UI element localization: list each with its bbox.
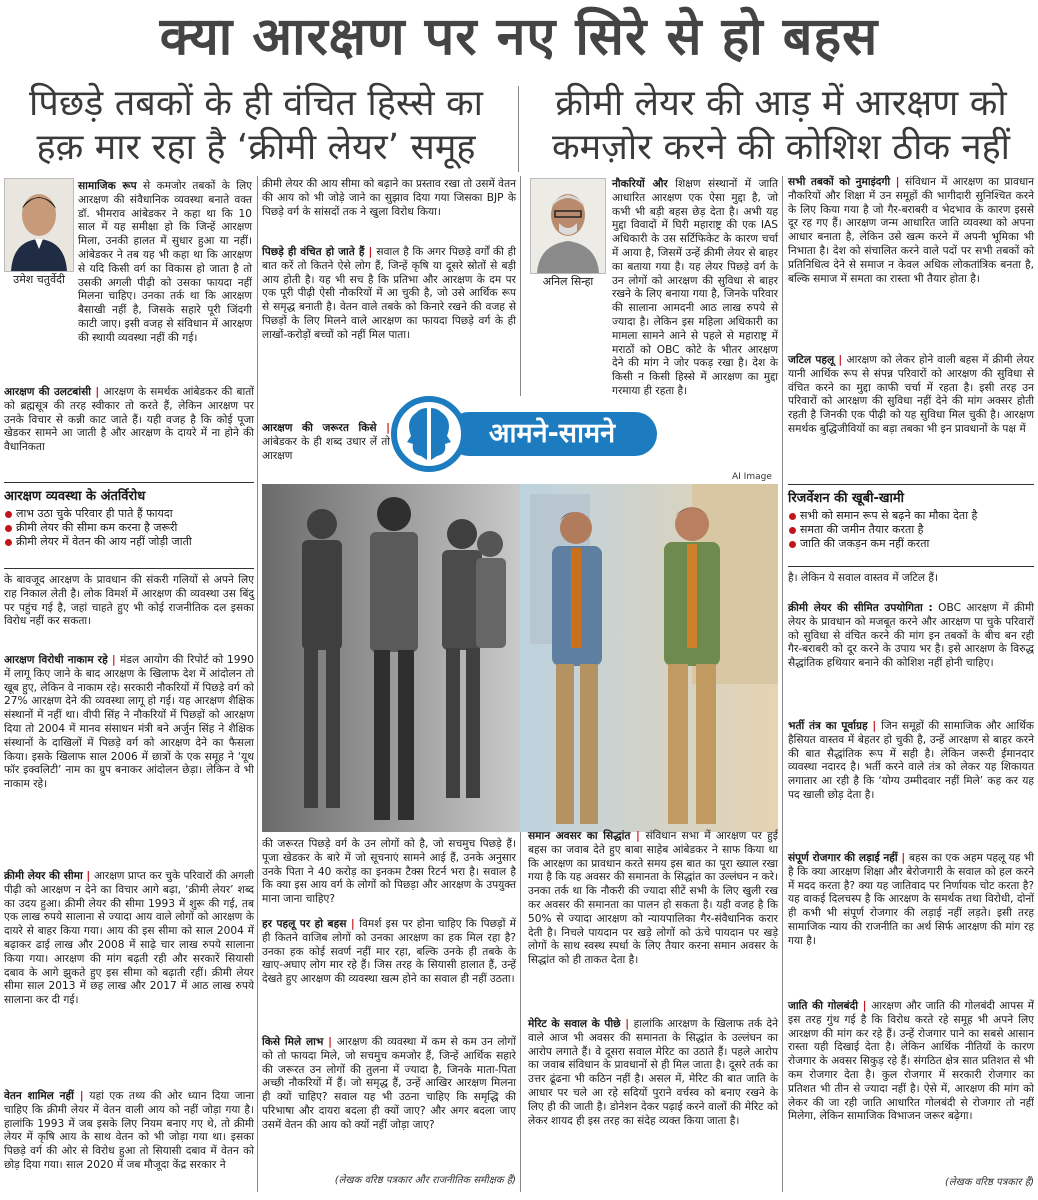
para-text: बहस का एक अहम पहलू यह भी है कि क्या आरक्षण शिक्षा और बेरोजगारी के सवाल को हल करने में मदद करता है? क्या यह जातिवाद पर निर्णायक चोट करता है? यह वाकई दिलचस्प है कि आरक्षण के समर्थक तथा विरोधी, दोनों ही कभी भी संपूर्ण रोजगार की लड़ाई नहीं लड़ते। इसी तरह सामाजिक न्याय की राजनीति का अर्थ सिर्फ आरक्षण की मांग रह गया है। bbox=[788, 852, 1034, 947]
badge-label: आमने-सामने bbox=[447, 412, 657, 456]
para-lead: पिछड़े ही वंचित हो जाते हैं bbox=[262, 246, 365, 258]
para-lead: किसे मिले लाभ bbox=[262, 1036, 324, 1048]
left-col1-para2: आरक्षण की उलटबांसी | आरक्षण के समर्थक आंबेडकर की बातों को ब्रह्मसूत्र की तरह स्वीकार तो करते हैं, लेकिन आरक्षण पर उनके विचार से कन्नी काट जाते हैं। यही वजह है कि कोई पूजा खेडकर सामने आ जाती है और आरक्षण के दायरे में ना होने की वैधानिकता bbox=[4, 386, 254, 454]
para-text: आरक्षण के समर्थक आंबेडकर की बातों को ब्रह्मसूत्र की तरह स्वीकार तो करते हैं, लेकिन आरक्षण पर उनके विचार से कन्नी काट जाते हैं। यही वजह है कि कोई पूजा खेडकर सामने आ जाती है और आरक्षण के दायरे में ना होने की वैधानिकता bbox=[4, 386, 254, 454]
right-col2-para3: है। लेकिन ये सवाल वास्तव में जटिल हैं। bbox=[788, 572, 939, 584]
right-author-byline: (लेखक वरिष्ठ पत्रकार हैं) bbox=[945, 1177, 1034, 1188]
right-col2-para4 bbox=[788, 602, 1034, 704]
box-item: जाति की जकड़न कम नहीं करता bbox=[788, 537, 1034, 551]
para-lead: संपूर्ण रोजगार की लड़ाई नहीं bbox=[788, 852, 898, 864]
left-author-byline: (लेखक वरिष्ठ पत्रकार और राजनीतिक समीक्षक हैं) bbox=[334, 1175, 516, 1186]
author-name-left: उमेश चतुर्वेदी bbox=[13, 273, 65, 286]
right-col2-para7: जाति की गोलबंदी | आरक्षण और जाति की गोलबंदी आपस में इस तरह गुंथ गई है कि विरोध करते रहे समूह भी अपने लिए आरक्षण की मांग कर रहे हैं। उन्हें रोजगार पाने का सबसे आसान रास्ता यही दिखाई देता है। लेकिन आर्थिक नीतियों के कारण रोजगार के अवसर सिकुड़ रहे हैं। संगठित क्षेत्र सात प्रतिशत से भी कम रोजगार देता है। कुल रोजगार में सरकारी रोजगार का प्रतिशत भी तीन से ज्यादा नहीं है। ऐसे में, आरक्षण की मांग को लेकर की जा रही जाति आधारित गोलबंदी से रोजगार तो नहीं मिलेगा, लेकिन सामाजिक विभाजन जरूर बढ़ेगा। bbox=[788, 1000, 1034, 1123]
para-text: OBC आरक्षण में क्रीमी लेयर के प्रावधान को मजबूत करने और आरक्षण पा चुके परिवारों को सुविधा से वंचित करने की मांग इन तबकों के बीच बन रही गैर-बराबरी को दूर करने के उपाय भर है। इसे आरक्षण के विरुद्ध सैद्धांतिक हथियार बनाने की कोशिश नहीं होनी चाहिए। bbox=[788, 602, 1034, 670]
para-lead: सामाजिक रूप bbox=[78, 180, 137, 192]
right-summary-box bbox=[788, 488, 1034, 564]
two-groups-illustration bbox=[262, 484, 778, 832]
para-text: संविधान में आरक्षण का प्रावधान नौकरियों और शिक्षा में उन समूहों की भागीदारी सुनिश्चित करने के लिए किया गया है जो गैर-बराबरी व भेदभाव के कारण इससे दूर रह गए हैं। आरक्षण जन्म आधारित जाति व्यवस्था को अपना आधार बनाता है, लेकिन उसे खत्म करने में अपनी भूमिका भी निभाता है। देश को संचालित करने वाले पदों पर सभी तबकों को प्रतिनिधित्व देने से समाज न केवल अधिक लोकतांत्रिक बनता है, बल्कि समाज में समता का रास्ता भी तैयार होता है। bbox=[788, 176, 1034, 285]
left-subheadline-line1: पिछड़े तबकों के ही वंचित हिस्से का bbox=[29, 83, 483, 124]
face-profile-icon bbox=[391, 396, 467, 472]
left-col2-para3: आरक्षण की जरूरत किसे | आंबेडकर के ही शब्द उधार लें तो आरक्षण bbox=[262, 422, 390, 462]
para-lead: आरक्षण विरोधी नाकाम रहे bbox=[4, 654, 108, 666]
box-bottom-rule bbox=[788, 566, 1034, 567]
left-col2-para5: हर पहलू पर हो बहस | विमर्श इस पर होना चाहिए कि पिछड़ों में ही कितने वाजिब लोगों को उनका आरक्षण का हक मिल रहा है? उनका हक कोई सवर्ण नहीं मार रहा, बल्कि उनके ही तबके के खाए-अघाए लोग मार रहे हैं। जिस तरह के सियासी हालात हैं, उन्हें देखते हुए आरक्षण की व्यवस्था खत्म होने का सवाल ही नहीं उठता। bbox=[262, 918, 516, 986]
para-text: आरक्षण को लेकर होने वाली बहस में क्रीमी लेयर यानी आर्थिक रूप से संपन्न परिवारों को आरक्षण की सुविधा से वंचित करने का मुद्दा काफी चर्चा में रहता है। इसी तरह उन परिवारों को आरक्षण की सुविधा नहीं देने की मांग अक्सर होती रहती है जिनकी एक पीढ़ी को यह सुविधा मिल चुकी है। आरक्षण समर्थक बुद्धिजीवियों का बड़ा तबका भी इन प्रावधानों के पक्ष में bbox=[788, 354, 1035, 435]
para-text: आंबेडकर के ही शब्द उधार लें तो आरक्षण bbox=[262, 435, 390, 462]
box-item: लाभ उठा चुके परिवार ही पाते हैं फायदा bbox=[4, 507, 254, 521]
para-text: शिक्षण संस्थानों में जाति आधारित आरक्षण एक ऐसा मुद्दा है, जो कभी भी बड़ी बहस छेड़ देता है। अभी यह मुद्दा विवादों में घिरी महाराष्ट्र की एक IAS अधिकारी के उस सर्टिफिकेट के कारण चर्चा में आया है, जिसमें उन्हें क्रीमी लेयर से बाहर का बताया गया है। यह लेयर पिछड़े वर्ग के उन लोगों को आरक्षण की सुविधा से बाहर रखने के लिए बनाया गया है, जिनके परिवार की सालाना आमदनी आठ लाख रुपये से ज्यादा है। लेकिन इस महिला अधिकारी का मामला सामने आने से पहले से महाराष्ट्र में मराठों को OBC कोटे के भीतर आरक्षण देने की मांग ने जोर पकड़ रखा है। देश के किसी न किसी हिस्से में आरक्षण का मुद्दा गरमाया ही रहता है। bbox=[612, 178, 778, 397]
left-col1-intro bbox=[78, 180, 252, 344]
box-bottom-rule bbox=[4, 568, 254, 569]
left-subheadline bbox=[0, 82, 512, 170]
para-text: आरक्षण प्राप्त कर चुके परिवारों की अगली पीढ़ी को आरक्षण न देने का विचार आगे बढ़ा, ‘क्रीमी लेयर’ शब्द का उदय हुआ। क्रीमी लेयर की सीमा 1993 में शुरू की गई, तब एक लाख रुपये सालाना से ज्यादा आय वाले लोगों को आरक्षण के दायरे से बाहर किया गया। आय की इस सीमा को साल 2004 में बढ़ाकर ढाई लाख और 2008 में साढ़े चार लाख रुपये सालाना किया गया। आरक्षण की मांग बढ़ती रही और सरकारें सियासी दबाव के आगे झुकते हुए इस सीमा को बढ़ाती रहीं। क्रीमी लेयर सीमा साल 2013 में छह लाख और 2017 में आठ लाख रुपये सालाना कर दी गई। bbox=[4, 870, 254, 1007]
left-col1-para3: के बावजूद आरक्षण के प्रावधान की संकरी गलियों से अपने लिए राह निकाल लेती है। लोक विमर्श में आरक्षण की व्यवस्था उस बिंदु पर पहुंच गई है, जहां चाहते हुए भी कोई राजनीतिक दल इसका विरोध नहीं कर सकता। bbox=[4, 574, 254, 628]
para-text: आरक्षण की व्यवस्था में कम से कम उन लोगों को तो फायदा मिले, जो सचमुच कमजोर हैं, जिन्हें आर्थिक सहारे की जरूरत उन लोगों की तुलना में ज्यादा है, जिनके माता-पिता अच्छी नौकरियों में हैं। जो समृद्ध हैं, उन्हें आखिर आरक्षण मिलना ही क्यों चाहिए? सवाल यह भी उठना चाहिए कि समृद्धि की परिभाषा और दायरा बदला ही क्यों जाए? और अगर बदला जाए उसमें वेतन की आय को क्यों नहीं जोड़ा जाए? bbox=[262, 1036, 516, 1131]
left-col1-para4: आरक्षण विरोधी नाकाम रहे | मंडल आयोग की रिपोर्ट को 1990 में लागू किए जाने के बाद आरक्षण के खिलाफ देश में आंदोलन तो खूब हुए, लेकिन वे नाकाम रहे। सरकारी नौकरियों में पिछड़े वर्ग को 27% आरक्षण देने की व्यवस्था लागू हो गई। यह आरक्षण शैक्षिक संस्थानों में नहीं था। वीपी सिंह ने नौकरियों में पिछड़ों को आरक्षण दिया तो 2004 में मानव संसाधन मंत्री बने अर्जुन सिंह ने शैक्षिक संस्थानों के दाखिलों में पिछड़े वर्ग को आरक्षण देने का फैसला किया। इसके खिलाफ साल 2006 में छात्रों के एक समूह ने ‘यूथ फॉर इक्वलिटी’ नाम का ग्रुप बनाकर आंदोलन छेड़ा। लेकिन वे भी नाकाम रहे। bbox=[4, 654, 254, 791]
right-col2-para2: जटिल पहलू | आरक्षण को लेकर होने वाली बहस में क्रीमी लेयर यानी आर्थिक रूप से संपन्न परिवारों को आरक्षण की सुविधा से वंचित करने का मुद्दा काफी चर्चा में रहता है। इसी तरह उन परिवारों को आरक्षण की सुविधा नहीं देने की मांग अक्सर होती रहती है जिनकी एक पीढ़ी को यह सुविधा मिल चुकी है। आरक्षण समर्थक बुद्धिजीवियों का बड़ा तबका भी इन प्रावधानों के पक्ष में bbox=[788, 354, 1035, 435]
box-title: रिजर्वेशन की खूबी-खामी bbox=[788, 491, 904, 506]
right-col2-para6: संपूर्ण रोजगार की लड़ाई नहीं | बहस का एक अहम पहलू यह भी है कि क्या आरक्षण शिक्षा और बेरोजगारी के सवाल को हल करने में मदद करता है? क्या यह जातिवाद पर निर्णायक चोट करता है? यह वाकई दिलचस्प है कि आरक्षण के समर्थक तथा विरोधी, दोनों ही कभी भी संपूर्ण रोजगार की लड़ाई नहीं लड़ते। इसी तरह सामाजिक न्याय की राजनीति का अर्थ सिर्फ आरक्षण की मांग रह गया है। bbox=[788, 852, 1034, 947]
column-divider-2a bbox=[520, 176, 521, 396]
para-text: मंडल आयोग की रिपोर्ट को 1990 में लागू किए जाने के बाद आरक्षण के खिलाफ देश में आंदोलन तो खूब हुए, लेकिन वे नाकाम रहे। सरकारी नौकरियों में पिछड़े वर्ग को 27% आरक्षण देने की व्यवस्था लागू हो गई। यह आरक्षण शैक्षिक संस्थानों में नहीं था। वीपी सिंह ने नौकरियों में पिछड़ों को आरक्षण दिया तो 2004 में मानव संसाधन मंत्री बने अर्जुन सिंह ने शैक्षिक संस्थानों के दाखिलों में पिछड़े वर्ग को आरक्षण देने का फैसला किया। इसके खिलाफ साल 2006 में छात्रों के एक समूह ने ‘यूथ फॉर इक्वलिटी’ नाम का ग्रुप बनाकर आंदोलन छेड़ा। लेकिन वे भी नाकाम रहे। bbox=[4, 654, 254, 791]
author-photo-right bbox=[530, 178, 606, 274]
left-col2-para2: पिछड़े ही वंचित हो जाते हैं | सवाल है कि अगर पिछड़े वर्गों की ही बात करें तो कितने ऐसे लोग हैं, जिन्हें कृषि या दूसरे स्रोतों से बड़ी आय होती है। यह भी सच है कि प्रतिभा और आरक्षण के दम पर एक पूरी पीढ़ी ऐसी नौकरियों में आ चुकी है, जो उसे आर्थिक रूप से समृद्ध बनाती है। वेतन वाले तबके को किनारे रखने की वजह से पिछड़ों के लिए मिलने वाले आरक्षण का फायदा पिछड़े वर्ग के ही लाखों-करोड़ों बच्चों को नहीं मिल पाता। bbox=[262, 246, 516, 341]
para-lead: जाति की गोलबंदी bbox=[788, 1000, 858, 1012]
left-col2-para4: की जरूरत पिछड़े वर्ग के उन लोगों को है, जो सचमुच पिछड़े हैं। पूजा खेडकर के बारे में जो सूचनाएं सामने आई हैं, उनके अनुसार उनके पिता ने 40 करोड़ का इनकम टैक्स रिटर्न भरा है। सवाल है कि क्या इस आय वर्ग के लोगों को पिछड़ा और आरक्षण के उपयुक्त माना जाना चाहिए? bbox=[262, 838, 516, 906]
right-subheadline bbox=[524, 82, 1038, 170]
left-col1-intro-cont bbox=[4, 276, 254, 372]
para-text: सवाल है कि अगर पिछड़े वर्गों की ही बात करें तो कितने ऐसे लोग हैं, जिन्हें कृषि या दूसरे स्रोतों से बड़ी आय होती है। यह भी सच है कि प्रतिभा और आरक्षण के दम पर एक पूरी पीढ़ी ऐसी नौकरियों में आ चुकी है, जो उसे आर्थिक रूप से समृद्ध बनाती है। वेतन वाले तबके को किनारे रखने की वजह से पिछड़ों के लिए मिलने वाले आरक्षण का फायदा पिछड़े वर्ग के ही लाखों-करोड़ों बच्चों को नहीं मिल पाता। bbox=[262, 246, 516, 341]
para-text: हालांकि आरक्षण के खिलाफ तर्क देने वाले आज भी अवसर की समानता के सिद्धांत के उल्लंघन का आरोप लगाते हैं। वे दूसरा सवाल मेरिट का उठाते हैं। पहले आरोप का जवाब संविधान के प्रावधानों से ही मिल जाता है। दूसरे तर्क का उत्तर ढूंढना भी कठिन नहीं है। असल में, मेरिट की बात जाति के आधार पर चले आ रहे सदियों पुराने वर्चस्व को बनाए रखने के लिए ही की जाती है। डोनेशन देकर पढ़ाई करने वालों की मेरिट को लेकर शायद ही इस तरह का संदेह व्यक्त किया जाता है। bbox=[528, 1018, 778, 1127]
para-lead: सभी तबकों को नुमाइंदगी bbox=[788, 176, 891, 188]
para-lead: नौकरियों और bbox=[612, 178, 668, 190]
left-col1-para5: क्रीमी लेयर की सीमा | आरक्षण प्राप्त कर चुके परिवारों की अगली पीढ़ी को आरक्षण न देने का विचार आगे बढ़ा, ‘क्रीमी लेयर’ शब्द का उदय हुआ। क्रीमी लेयर की सीमा 1993 में शुरू की गई, तब एक लाख रुपये सालाना से ज्यादा आय वाले लोगों को आरक्षण के दायरे से बाहर किया गया। आय की इस सीमा को साल 2004 में बढ़ाकर ढाई लाख और 2008 में साढ़े चार लाख रुपये सालाना किया गया। आरक्षण की मांग बढ़ती रही और सरकारें सियासी दबाव के आगे झुकते हुए इस सीमा को बढ़ाती रहीं। क्रीमी लेयर सीमा साल 2013 में छह लाख और 2017 में आठ लाख रुपये सालाना कर दी गई। bbox=[4, 870, 254, 1007]
subheadline-divider bbox=[518, 86, 519, 172]
right-col1-para2: समान अवसर का सिद्धांत | संविधान सभा में आरक्षण पर हुई बहस का जवाब देते हुए बाबा साहेब आंबेडकर ने साफ किया था कि आरक्षण का प्रावधान करते समय इस बात का पूरा ख्याल रखा गया है कि यह अवसर की समानता के सिद्धांत का उल्लंघन न करे। उनका तर्क था कि नौकरी की ज्यादा सीटें सभी के लिए खुली रख कर अवसर की समानता का पालन हो सकता है। यही वजह है कि 50% से ज्यादा आरक्षण को न्यायपालिका गैर-संवैधानिक करार देती है। निचले पायदान पर खड़े लोगों को ऊंचे पायदान पर खड़े लोगों के साथ स्वस्थ स्पर्धा के लिए तैयार करना समान अवसर के सिद्धांत को ही ताकत देता है। bbox=[528, 830, 778, 967]
left-col2-para1: क्रीमी लेयर की आय सीमा को बढ़ाने का प्रस्ताव रखा तो उसमें वेतन की आय को भी जोड़े जाने का सुझाव दिया गया जिसका BJP के पिछड़े वर्ग के सांसदों तक ने खुला विरोध किया। bbox=[262, 178, 516, 218]
author-name-right: अनिल सिन्हा bbox=[542, 275, 594, 288]
left-summary-box bbox=[4, 486, 254, 566]
para-lead: जटिल पहलू bbox=[788, 354, 835, 366]
para-lead: आरक्षण की उलटबांसी bbox=[4, 386, 91, 398]
para-text: से कमजोर तबकों के लिए आरक्षण की संवैधानिक व्यवस्था बनाते वक्त डॉ. भीमराव आंबेडकर ने कहा था कि 10 साल में यह समीक्षा हो कि जिन्हें आरक्षण मिला, उनकी हालत में सुधार हुआ या नहीं। आंबेडकर ने तब यह भी कहा था कि आरक्षण से यदि किसी वर्ग का विकास हो जाता है तो उसकी अगली पीढ़ी को उसका फायदा नहीं मिलना चाहिए। उनका तर्क था कि आरक्षण बैसाखी नहीं है, जिसके सहारे पूरी जिंदगी काटी जाए। इसी वजह से संविधान में आरक्षण की स्थायी व्यवस्था नहीं की गई। bbox=[78, 180, 252, 344]
person-portrait-icon bbox=[531, 179, 605, 273]
para-lead: समान अवसर का सिद्धांत bbox=[528, 830, 631, 842]
para-text: विमर्श इस पर होना चाहिए कि पिछड़ों में ही कितने वाजिब लोगों को उनका आरक्षण का हक मिल रहा है? उनका हक कोई सवर्ण नहीं मार रहा, बल्कि उनके ही तबके के खाए-अघाए लोग मार रहे हैं। जिस तरह के सियासी हालात हैं, उन्हें देखते हुए आरक्षण की व्यवस्था खत्म होने का सवाल ही नहीं उठता। bbox=[262, 918, 516, 986]
left-subheadline-line2: हक़ मार रहा है ‘क्रीमी लेयर’ समूह bbox=[36, 127, 476, 168]
box-title: आरक्षण व्यवस्था के अंतर्विरोध bbox=[4, 489, 146, 504]
person-portrait-icon bbox=[5, 179, 73, 271]
right-col1-para3: मेरिट के सवाल के पीछे | हालांकि आरक्षण के खिलाफ तर्क देने वाले आज भी अवसर की समानता के सिद्धांत के उल्लंघन का आरोप लगाते हैं। वे दूसरा सवाल मेरिट का उठाते हैं। पहले आरोप का जवाब संविधान के प्रावधानों से ही मिल जाता है। दूसरे तर्क का उत्तर ढूंढना भी कठिन नहीं है। असल में, मेरिट की बात जाति के आधार पर चले आ रहे सदियों पुराने वर्चस्व को बनाए रखने के लिए ही की जाती है। डोनेशन देकर पढ़ाई करने वालों की मेरिट को लेकर शायद ही इस तरह का संदेह व्यक्त किया जाता है। bbox=[528, 1018, 778, 1127]
left-col2-para6: किसे मिले लाभ | आरक्षण की व्यवस्था में कम से कम उन लोगों को तो फायदा मिले, जो सचमुच कमजोर हैं, जिन्हें आर्थिक सहारे की जरूरत उन लोगों की तुलना में ज्यादा है, जिनके माता-पिता अच्छी नौकरियों में हैं। जो समृद्ध हैं, उन्हें आखिर आरक्षण मिलना ही क्यों चाहिए? सवाल यह भी उठना चाहिए कि समृद्धि की परिभाषा और दायरा बदला ही क्यों जाए? और अगर बदला जाए उसमें वेतन की आय को क्यों नहीं जोड़ा जाए? bbox=[262, 1036, 516, 1131]
author-photo-left bbox=[4, 178, 74, 272]
para-lead: क्रीमी लेयर की सीमित उपयोगिता : bbox=[788, 602, 933, 614]
aamne-saamne-badge bbox=[391, 396, 659, 472]
left-col1-para6: वेतन शामिल नहीं | यहां एक तथ्य की ओर ध्यान दिया जाना चाहिए कि क्रीमी लेयर में वेतन वाली आय को नहीं जोड़ा गया है। हालांकि 1993 में जब इसके लिए नियम बनाए गए थे, तो क्रीमी लेयर में कृषि आय के साथ वेतन को भी जोड़ा गया था। इसका पिछड़े वर्ग की ओर से विरोध हुआ तो सियासी दबाव में वेतन को छोड़ दिया गया। साल 2020 में जब मौजूदा केंद्र सरकार ने bbox=[4, 1090, 254, 1171]
column-divider-1 bbox=[257, 176, 258, 1192]
para-lead: वेतन शामिल नहीं bbox=[4, 1090, 74, 1102]
main-headline: क्या आरक्षण पर नए सिरे से हो बहस bbox=[159, 7, 879, 67]
right-subheadline-line2: कमज़ोर करने की कोशिश ठीक नहीं bbox=[551, 127, 1011, 168]
right-subheadline-line1: क्रीमी लेयर की आड़ में आरक्षण को bbox=[555, 83, 1007, 124]
right-col1-intro bbox=[612, 178, 778, 397]
ai-illustration bbox=[262, 484, 778, 832]
box-item: क्रीमी लेयर की सीमा कम करना है जरूरी bbox=[4, 521, 254, 535]
column-divider-3 bbox=[782, 176, 783, 1192]
para-text: आरक्षण और जाति की गोलबंदी आपस में इस तरह गुंथ गई है कि विरोध करते रहे समूह भी अपने लिए आरक्षण की मांग कर रहे हैं। उन्हें रोजगार पाने का सबसे आसान रास्ता यही दिखाई देता है। लेकिन आर्थिक नीतियों के कारण रोजगार के अवसर सिकुड़ रहे हैं। संगठित क्षेत्र सात प्रतिशत से भी कम रोजगार देता है। कुल रोजगार में सरकारी रोजगार का प्रतिशत भी तीन से ज्यादा नहीं है। ऐसे में, आरक्षण की मांग को लेकर की जा रही जाति आधारित गोलबंदी से रोजगार तो नहीं मिलेगा, लेकिन सामाजिक विभाजन जरूर बढ़ेगा। bbox=[788, 1000, 1034, 1123]
box-item: क्रीमी लेयर में वेतन की आय नहीं जोड़ी जाती bbox=[4, 535, 254, 549]
box-item: समता की जमीन तैयार करता है bbox=[788, 523, 1034, 537]
para-text: संविधान सभा में आरक्षण पर हुई बहस का जवाब देते हुए बाबा साहेब आंबेडकर ने साफ किया था कि आरक्षण का प्रावधान करते समय इस बात का पूरा ख्याल रखा गया है कि यह अवसर की समानता के सिद्धांत का उल्लंघन न करे। उनका तर्क था कि नौकरी की ज्यादा सीटें सभी के लिए खुली रख कर अवसर की समानता का पालन हो सकता है। यही वजह है कि 50% से ज्यादा आरक्षण को न्यायपालिका गैर-संवैधानिक करार देती है। निचले पायदान पर खड़े लोगों को ऊंचे पायदान पर खड़े लोगों के साथ स्वस्थ स्पर्धा के लिए तैयार करना समान अवसर के सिद्धांत को ही ताकत देता है। bbox=[528, 830, 778, 967]
box-top-rule bbox=[4, 482, 254, 483]
right-col2-para1: सभी तबकों को नुमाइंदगी | संविधान में आरक्षण का प्रावधान नौकरियों और शिक्षा में उन समूहों की भागीदारी सुनिश्चित करने के लिए किया गया है जो गैर-बराबरी व भेदभाव के कारण इससे दूर रह गए हैं। आरक्षण जन्म आधारित जाति व्यवस्था को अपना आधार बनाता है, लेकिन उसे खत्म करने में अपनी भूमिका भी निभाता है। देश को संचालित करने वाले पदों पर सभी तबकों को प्रतिनिधित्व देने से समाज न केवल अधिक लोकतांत्रिक बनता है, बल्कि समाज में समता का रास्ता भी तैयार होता है। bbox=[788, 176, 1034, 285]
ai-image-label: AI Image bbox=[732, 472, 772, 482]
box-top-rule bbox=[788, 484, 1034, 485]
right-col2-para5: भर्ती तंत्र का पूर्वाग्रह | जिन समूहों की सामाजिक और आर्थिक हैसियत वास्तव में बेहतर हो चुकी है, उन्हें आरक्षण से बाहर करने की बात सैद्धांतिक रूप में सही है। लेकिन जरूरी ईमानदार व्यवस्था नदारद है। भर्ती करने वाले तंत्र को लेकर यह शिकायत लगातार आ रही है कि ‘योग्य उम्मीदवार नहीं मिले’ कह कर यह पद खाली छोड़ देता है। bbox=[788, 720, 1035, 801]
box-item: सभी को समान रूप से बढ़ने का मौका देता है bbox=[788, 509, 1034, 523]
para-lead: आरक्षण की जरूरत किसे bbox=[262, 422, 377, 434]
column-divider-2b bbox=[520, 832, 521, 1192]
para-text: जिन समूहों की सामाजिक और आर्थिक हैसियत वास्तव में बेहतर हो चुकी है, उन्हें आरक्षण से बाहर करने की बात सैद्धांतिक रूप में सही है। लेकिन जरूरी ईमानदार व्यवस्था नदारद है। भर्ती करने वाले तंत्र को लेकर यह शिकायत लगातार आ रही है कि ‘योग्य उम्मीदवार नहीं मिले’ कह कर यह पद खाली छोड़ देता है। bbox=[788, 720, 1035, 801]
para-text: यहां एक तथ्य की ओर ध्यान दिया जाना चाहिए कि क्रीमी लेयर में वेतन वाली आय को नहीं जोड़ा गया है। हालांकि 1993 में जब इसके लिए नियम बनाए गए थे, तो क्रीमी लेयर में कृषि आय के साथ वेतन को भी जोड़ा गया था। इसका पिछड़े वर्ग की ओर से विरोध हुआ तो सियासी दबाव में वेतन को छोड़ दिया गया। साल 2020 में जब मौजूदा केंद्र सरकार ने bbox=[4, 1090, 254, 1171]
para-lead: मेरिट के सवाल के पीछे bbox=[528, 1018, 621, 1030]
para-lead: हर पहलू पर हो बहस bbox=[262, 918, 347, 930]
right-col1-intro-tail bbox=[666, 390, 778, 470]
para-lead: भर्ती तंत्र का पूर्वाग्रह bbox=[788, 720, 868, 732]
para-lead: क्रीमी लेयर की सीमा bbox=[4, 870, 83, 882]
